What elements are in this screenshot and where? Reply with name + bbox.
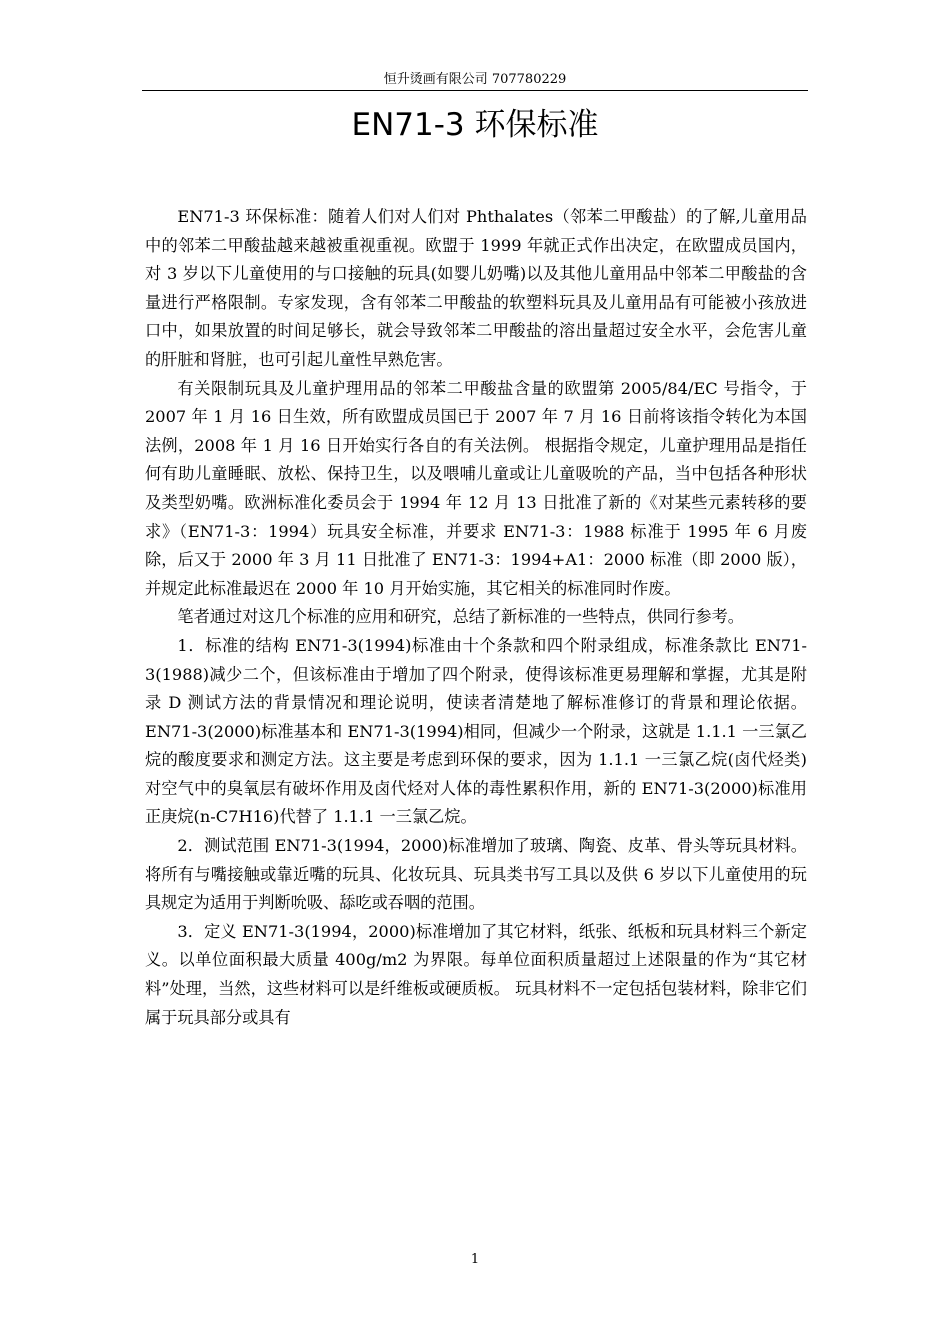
paragraph-intro: EN71-3 环保标准：随着人们对人们对 Phthalates（邻苯二甲酸盐）的了解,儿童用品中的邻苯二甲酸盐越来越被重视重视。欧盟于 1999 年就正式作出决定，在欧盟成员国内，对 3 岁以下儿童使用的与口接触的玩具(如婴儿奶嘴)以及其他儿童用品中邻苯二甲酸盐的含量进行严格限制。专家发现，含有邻苯二甲酸盐的软塑料玩具及儿童用品有可能被小孩放进口中，如果放置的时间足够长，就会导致邻苯二甲酸盐的溶出量超过安全水平，会危害儿童的肝脏和肾脏，也可引起儿童性早熟危害。	[145, 207, 807, 369]
page-header: 恒升烫画有限公司 707780229	[383, 72, 567, 87]
paragraph-section-3-definitions: 3．定义 EN71-3(1994，2000)标准增加了其它材料，纸张、纸板和玩具材料三个新定义。以单位面积最大质量 400g/m2 为界限。每单位面积质量超过上述限量的作为“其它材料”处理，当然，这些材料可以是纤维板或硬质板。 玩具材料不一定包括包装材料，除非它们属于玩具部分或具有	[145, 921, 807, 1027]
document-title: EN71-3 环保标准	[351, 107, 599, 143]
paragraph-section-2-scope: 2．测试范围 EN71-3(1994，2000)标准增加了玻璃、陶瓷、皮革、骨头等玩具材料。将所有与嘴接触或靠近嘴的玩具、化妆玩具、玩具类书写工具以及供 6 岁以下儿童使用的玩具规定为适用于判断吮吸、舔吃或吞咽的范围。	[145, 836, 807, 913]
document-body	[145, 203, 807, 1032]
header-divider	[142, 90, 808, 91]
paragraph-eu-directive: 有关限制玩具及儿童护理用品的邻苯二甲酸盐含量的欧盟第 2005/84/EC 号指令，于 2007 年 1 月 16 日生效，所有欧盟成员国已于 2007 年 7 月 16 日前将该指令转化为本国法例，2008 年 1 月 16 日开始实行各自的有关法例。 根据指令规定，儿童护理用品是指任何有助儿童睡眠、放松、保持卫生，以及喂哺儿童或让儿童吸吮的产品，当中包括各种形状及类型奶嘴。欧洲标准化委员会于 1994 年 12 月 13 日批准了新的《对某些元素转移的要求》（EN71-3：1994）玩具安全标准，并要求 EN71-3：1988 标准于 1995 年 6 月废除，后又于 2000 年 3 月 11 日批准了 EN71-3：1994+A1：2000 标准（即 2000 版），并规定此标准最迟在 2000 年 10 月开始实施，其它相关的标准同时作废。	[145, 378, 807, 598]
page-number: 1	[470, 1252, 480, 1267]
paragraph-section-1-structure: 1．标准的结构 EN71-3(1994)标准由十个条款和四个附录组成，标准条款比 EN71-3(1988)减少二个，但该标准由于增加了四个附录，使得该标准更易理解和掌握，尤其是附录 D 测试方法的背景情况和理论说明，使读者清楚地了解标准修订的背景和理论依据。EN71-3(2000)标准基本和 EN71-3(1994)相同，但减少一个附录，这就是 1.1.1 一三氯乙烷的酸度要求和测定方法。这主要是考虑到环保的要求，因为 1.1.1 一三氯乙烷(卤代烃类)对空气中的臭氧层有破坏作用及卤代烃对人体的毒性累积作用，新的 EN71-3(2000)标准用正庚烷(n-C7H16)代替了 1.1.1 一三氯乙烷。	[145, 635, 807, 827]
paragraph-author-note: 笔者通过对这几个标准的应用和研究，总结了新标准的一些特点，供同行参考。	[177, 607, 744, 627]
